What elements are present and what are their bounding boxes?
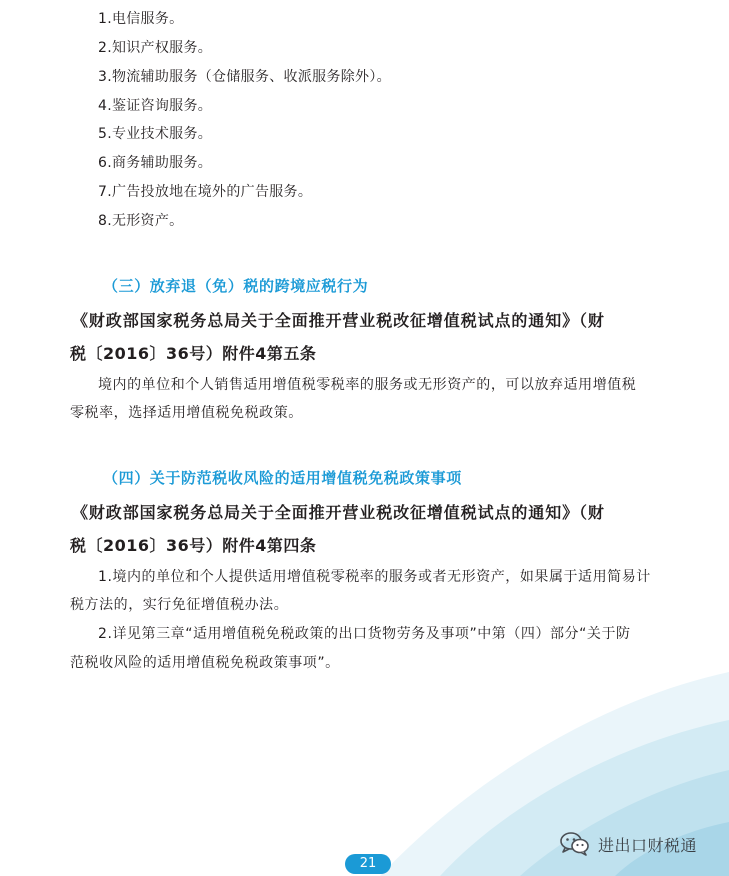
paragraph-line: 零税率，选择适用增值税免税政策。 — [70, 405, 303, 421]
list-item: 6.商务辅助服务。 — [98, 155, 213, 171]
paragraph-line: 境内的单位和个人销售适用增值税零税率的服务或无形资产的，可以放弃适用增值税 — [98, 377, 637, 393]
wechat-icon — [560, 832, 590, 856]
watermark-label: 进出口财税通 — [598, 835, 698, 855]
paragraph-line: 1.境内的单位和个人提供适用增值税零税率的服务或者无形资产，如果属于适用简易计 — [98, 569, 651, 585]
list-item: 2.知识产权服务。 — [98, 40, 213, 56]
paragraph-line: 2.详见第三章“适用增值税免税政策的出口货物劳务及事项”中第（四）部分“关于防 — [98, 626, 631, 642]
list-item: 4.鉴证咨询服务。 — [98, 98, 213, 114]
wechat-watermark — [560, 832, 697, 856]
section-heading-3: （三）放弃退（免）税的跨境应税行为 — [103, 277, 369, 295]
list-item: 7.广告投放地在境外的广告服务。 — [98, 184, 313, 200]
paragraph-line: 税方法的，实行免征增值税办法。 — [70, 597, 289, 613]
law-reference-line: 税〔2016〕36号）附件4第四条 — [70, 536, 317, 555]
law-reference-line: 《财政部国家税务总局关于全面推开营业税改征增值税试点的通知》（财 — [72, 311, 605, 330]
list-item: 3.物流辅助服务（仓储服务、收派服务除外）。 — [98, 69, 391, 85]
list-item: 5.专业技术服务。 — [98, 126, 213, 142]
list-item: 8.无形资产。 — [98, 213, 184, 229]
paragraph-line: 范税收风险的适用增值税免税政策事项”。 — [70, 655, 340, 671]
section-heading-4: （四）关于防范税收风险的适用增值税免税政策事项 — [103, 469, 462, 487]
law-reference-line: 《财政部国家税务总局关于全面推开营业税改征增值税试点的通知》（财 — [72, 503, 605, 522]
law-reference-line: 税〔2016〕36号）附件4第五条 — [70, 344, 317, 363]
page-number-badge: 21 — [345, 854, 391, 874]
list-item: 1.电信服务。 — [98, 11, 184, 27]
